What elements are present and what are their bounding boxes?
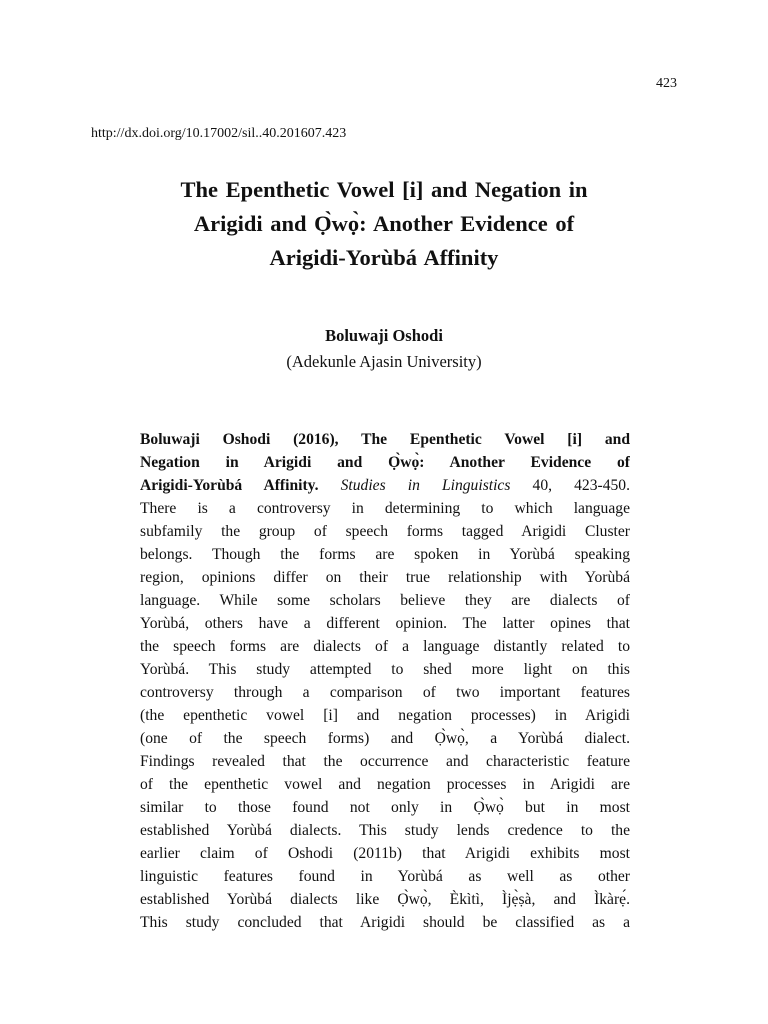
citation-volume-pages: 40, 423-450.	[532, 477, 630, 494]
abstract-line: language. While some scholars believe they are dialects of	[140, 592, 630, 609]
abstract-line: region, opinions differ on their true relationship with Yorùbá	[140, 569, 630, 586]
doi-link[interactable]: http://dx.doi.org/10.17002/sil..40.201607.423	[91, 126, 347, 141]
abstract-line: There is a controversy in determining to which language	[140, 500, 630, 517]
paper-title	[100, 173, 668, 275]
abstract-line: controversy through a comparison of two important features	[140, 684, 630, 701]
abstract-line: subfamily the group of speech forms tagged Arigidi Cluster	[140, 523, 630, 540]
abstract-line: Yorùbá. This study attempted to shed more light on this	[140, 661, 630, 678]
author-affiliation: (Adekunle Ajasin University)	[286, 352, 482, 371]
abstract-line: (the epenthetic vowel [i] and negation processes) in Arigidi	[140, 707, 630, 724]
citation-short-title: Arigidi-Yorùbá Affinity.	[140, 477, 319, 494]
title-line-3: Arigidi-Yorùbá Affinity	[269, 245, 499, 270]
abstract-line: Yorùbá, others have a different opinion. The latter opines that	[140, 615, 630, 632]
page-number: 423	[656, 76, 677, 91]
citation-journal: Studies in Linguistics	[340, 477, 511, 494]
abstract-line: the speech forms are dialects of a language distantly related to	[140, 638, 630, 655]
author-name: Boluwaji Oshodi	[325, 326, 443, 345]
title-line-2: Arigidi and Ọ̀wọ̀: Another Evidence of	[193, 211, 575, 236]
abstract-line: established Yorùbá dialects like Ọ̀wọ̀, Èkìtì, Ìjẹ̀ṣà, and Ìkàrẹ́.	[140, 891, 630, 908]
title-line-1: The Epenthetic Vowel [i] and Negation in	[180, 177, 588, 202]
abstract-line: linguistic features found in Yorùbá as well as other	[140, 868, 630, 885]
abstract-line: established Yorùbá dialects. This study lends credence to the	[140, 822, 630, 839]
citation-line-2: Negation in Arigidi and Ọ̀wọ̀: Another Evidence of	[140, 454, 630, 471]
abstract-line: earlier claim of Oshodi (2011b) that Arigidi exhibits most	[140, 845, 630, 862]
abstract-line: of the epenthetic vowel and negation processes in Arigidi are	[140, 776, 630, 793]
abstract-line: This study concluded that Arigidi should be classified as a	[140, 914, 630, 931]
abstract-line: belongs. Though the forms are spoken in Yorùbá speaking	[140, 546, 630, 563]
abstract-line: (one of the speech forms) and Ọ̀wọ̀, a Yorùbá dialect.	[140, 730, 630, 747]
abstract-line: similar to those found not only in Ọ̀wọ̀ but in most	[140, 799, 630, 816]
citation-line-3	[140, 474, 630, 497]
citation-line-1: Boluwaji Oshodi (2016), The Epenthetic Vowel [i] and	[140, 431, 630, 448]
abstract	[140, 428, 630, 934]
abstract-line: Findings revealed that the occurrence and characteristic feature	[140, 753, 630, 770]
